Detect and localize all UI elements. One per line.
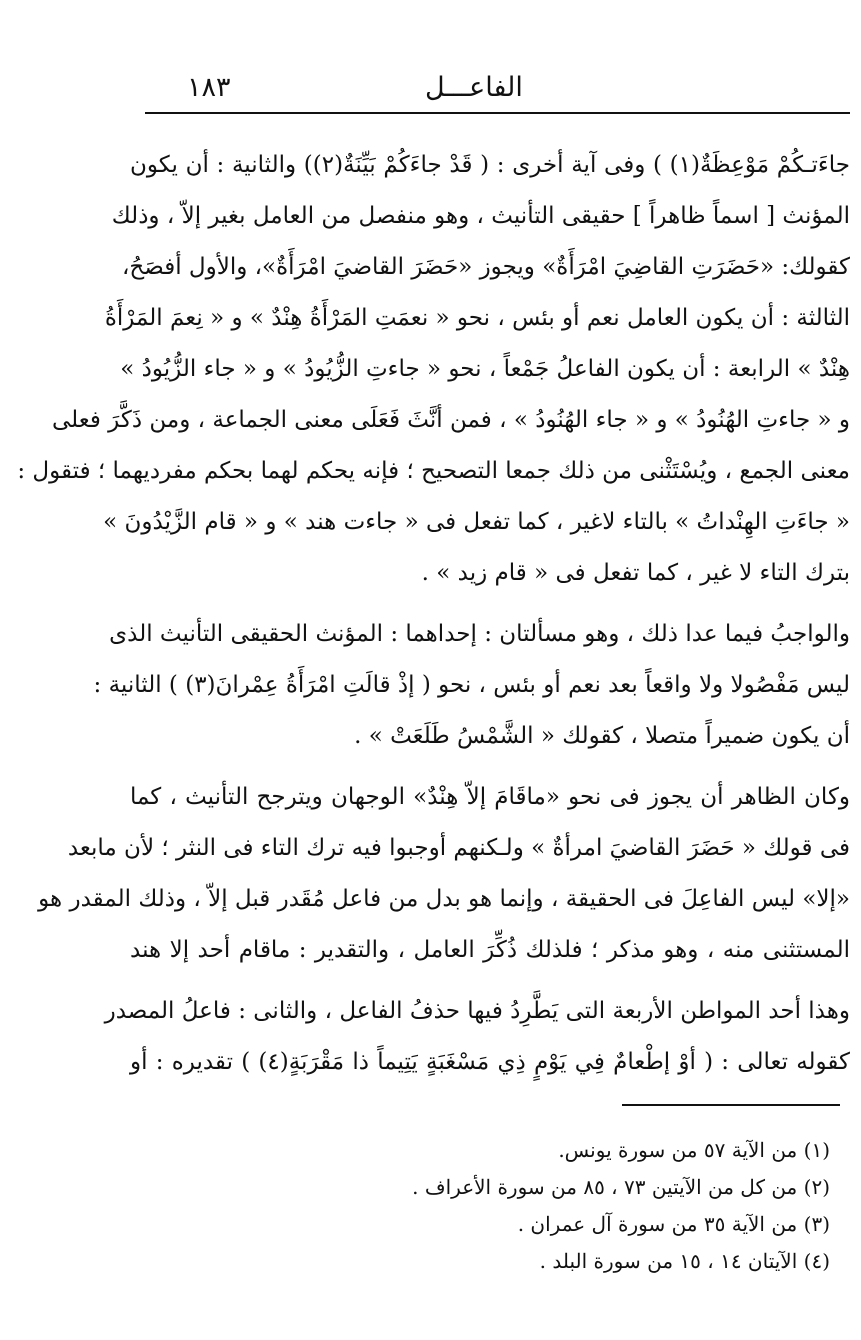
page-number: ١٨٣ <box>187 72 231 103</box>
paragraph-3 <box>38 772 850 976</box>
body-text <box>17 140 851 1088</box>
header-rule <box>145 112 850 114</box>
text-line: أن يكون ضميراً متصلا ، كقولك « الشَّمْسُ طَلَعَتْ » . <box>354 723 850 749</box>
text-line: كقوله تعالى : ( أوْ إطْعامٌ فِي يَوْمٍ ذِي مَسْغَبَةٍ يَتِيماً ذا مَقْرَبَةٍ(٤) ) تقديره : أو <box>130 1049 851 1075</box>
text-line: كقولك: «حَضَرَتِ القاضِيَ امْرَأَةٌ» ويجوز «حَضَرَ القاضيَ امْرَأَةٌ»، والأول أفصَحُ، <box>121 254 850 280</box>
paragraph-spacer <box>130 762 850 772</box>
text-line: فى قولك « حَضَرَ القاضيَ امرأةٌ » ولـكنهم أوجبوا فيه ترك التاء فى النثر ؛ لأن مابعد <box>67 835 850 861</box>
paragraph-spacer <box>130 976 850 986</box>
footnotes <box>330 1132 830 1280</box>
footnote: (١) من الآية ٥٧ من سورة يونس. <box>558 1138 830 1162</box>
footnote: (٣) من الآية ٣٥ من سورة آل عمران . <box>517 1212 830 1236</box>
text-line: جاءَتـكُمْ مَوْعِظَةٌ(١) ) وفى آية أخرى : ( قَدْ جاءَكُمْ بَيِّنَةٌ(٢)) والثانية : أن يكون <box>130 152 850 178</box>
page-header <box>145 70 850 114</box>
paragraph-2 <box>93 609 850 762</box>
paragraph-4 <box>104 986 851 1088</box>
text-line: الثالثة : أن يكون العامل نعم أو بئس ، نحو « نعمَتِ المَرْأَةُ هِنْدٌ » و « نِعمَ المَرْأَةُ <box>104 305 850 331</box>
footnote: (٢) من كل من الآيتين ٧٣ ، ٨٥ من سورة الأعراف . <box>412 1175 830 1199</box>
text-line: و « جاءتِ الهُنُودُ » و « جاء الهُنُودُ » ، فمن أنَّثَ فَعَلَى معنى الجماعة ، ومن ذَكَّرَ فعلى <box>52 407 850 433</box>
text-line: بترك التاء لا غير ، كما تفعل فى « قام زيد » . <box>421 560 850 586</box>
text-line: المستثنى منه ، وهو مذكر ؛ فلذلك ذُكِّرَ العامل ، والتقدير : ماقام أحد إلا هند <box>130 937 850 963</box>
text-line: وكان الظاهر أن يجوز فى نحو «ماقَامَ إلاّ هِنْدٌ» الوجهان ويترجح التأنيث ، كما <box>130 784 850 810</box>
text-line: المؤنث [ اسماً ظاهراً ] حقيقى التأنيث ، وهو منفصل من العامل بغير إلاّ ، وذلك <box>111 203 850 229</box>
paragraph-spacer <box>130 599 850 609</box>
text-line: والواجبُ فيما عدا ذلك ، وهو مسألتان : إحداهما : المؤنث الحقيقى التأنيث الذى <box>109 621 850 647</box>
text-line: « جاءَتِ الهِنْداتُ » بالتاء لاغير ، كما تفعل فى « جاءت هند » و « قام الزَّيْدُونَ » <box>103 509 850 535</box>
footnote: (٤) الآيتان ١٤ ، ١٥ من سورة البلد . <box>539 1249 830 1273</box>
text-line: معنى الجمع ، ويُسْتَثْنى من ذلك جمعا التصحيح ؛ فإنه يحكم لهما بحكم مفرديهما ؛ فتقول : <box>17 458 850 484</box>
text-line: ليس مَفْصُولا ولا واقعاً بعد نعم أو بئس ، نحو ( إذْ قالَتِ امْرَأَةُ عِمْرانَ(٣) ) الثانية : <box>93 672 850 698</box>
footnote-rule <box>622 1104 840 1106</box>
text-line: وهذا أحد المواطن الأربعة التى يَطَّرِدُ فيها حذفُ الفاعل ، والثانى : فاعلُ المصدر <box>104 998 850 1024</box>
running-title: الفاعـــل <box>425 72 523 103</box>
paragraph-1 <box>17 140 850 599</box>
text-line: «إلا» ليس الفاعِلَ فى الحقيقة ، وإنما هو بدل من فاعل مُقَدر قبل إلاّ ، وذلك المقدر هو <box>38 886 850 912</box>
text-line: هِنْدٌ » الرابعة : أن يكون الفاعلُ جَمْعاً ، نحو « جاءتِ الزُّيُودُ » و « جاء الزُّيُودُ » <box>120 356 850 382</box>
